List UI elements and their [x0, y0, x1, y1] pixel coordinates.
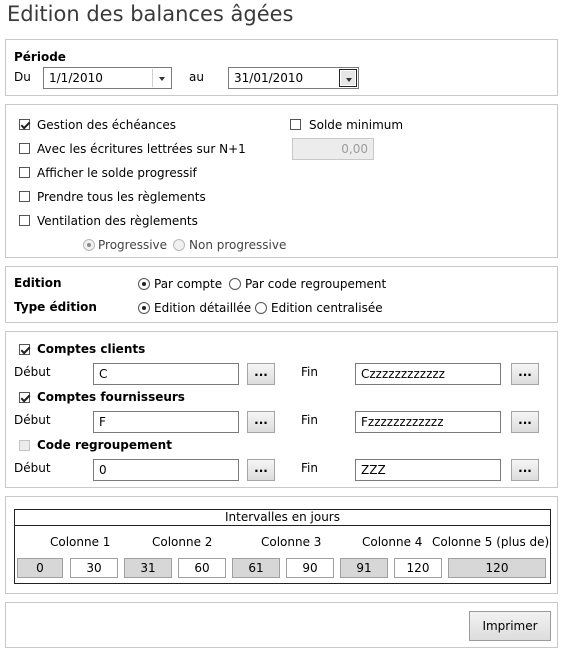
clients-debut-browse-button[interactable]: ... — [247, 363, 275, 385]
fournisseurs-debut-input[interactable]: F — [93, 411, 239, 433]
clients-debut-label: Début — [14, 365, 51, 379]
fournisseurs-fin-input[interactable]: Fzzzzzzzzzzzz — [355, 411, 501, 433]
ventilation-reglements-label: Ventilation des règlements — [37, 214, 198, 228]
tous-reglements-label: Prendre tous les règlements — [37, 190, 206, 204]
tous-reglements-checkbox[interactable] — [19, 191, 30, 202]
gestion-echeances-label: Gestion des échéances — [37, 118, 176, 132]
regroupement-debut-browse-button[interactable]: ... — [247, 459, 275, 481]
ecritures-lettrees-checkbox[interactable] — [19, 143, 30, 154]
date-fin-dropdown-icon[interactable] — [339, 69, 357, 87]
colonne-1-from: 0 — [17, 558, 63, 578]
date-debut-value: 1/1/2010 — [49, 71, 103, 85]
regroupement-debut-input[interactable]: 0 — [93, 459, 239, 481]
ventilation-reglements-checkbox[interactable] — [19, 215, 30, 226]
solde-minimum-input[interactable]: 0,00 — [292, 138, 374, 160]
type-edition-label: Type édition — [14, 300, 97, 314]
fournisseurs-fin-label: Fin — [301, 413, 318, 427]
du-label: Du — [14, 70, 31, 84]
non-progressive-radio[interactable] — [173, 239, 185, 251]
colonne-5-from: 120 — [448, 558, 546, 578]
fournisseurs-debut-browse-button[interactable]: ... — [247, 411, 275, 433]
regroupement-fin-browse-button[interactable]: ... — [511, 459, 539, 481]
colonne-2-from: 31 — [124, 558, 172, 578]
solde-minimum-label: Solde minimum — [309, 118, 404, 132]
ecritures-lettrees-label: Avec les écritures lettrées sur N+1 — [37, 142, 246, 156]
solde-minimum-checkbox[interactable] — [290, 119, 301, 130]
options-panel — [5, 104, 558, 258]
regroupement-debut-label: Début — [14, 461, 51, 475]
par-compte-label: Par compte — [154, 277, 223, 291]
page-title: Edition des balances âgées — [7, 2, 294, 26]
par-code-regroupement-label: Par code regroupement — [245, 277, 387, 291]
par-code-regroupement-radio[interactable] — [229, 278, 241, 290]
comptes-clients-checkbox[interactable] — [19, 344, 30, 355]
edition-panel — [5, 266, 558, 323]
edition-centralisee-radio[interactable] — [255, 302, 267, 314]
periode-panel — [5, 39, 558, 96]
clients-fin-input[interactable]: Czzzzzzzzzzzz — [355, 363, 501, 385]
footer-panel — [5, 602, 558, 648]
comptes-fournisseurs-label: Comptes fournisseurs — [37, 390, 185, 404]
progressive-label: Progressive — [98, 238, 168, 252]
edition-centralisee-label: Edition centralisée — [271, 301, 383, 315]
regroupement-fin-label: Fin — [301, 461, 318, 475]
date-fin-value: 31/01/2010 — [234, 71, 304, 85]
colonne-3-label: Colonne 3 — [261, 535, 322, 549]
colonne-2-to[interactable]: 60 — [178, 558, 226, 578]
non-progressive-label: Non progressive — [189, 238, 287, 252]
colonne-4-from: 91 — [340, 558, 388, 578]
clients-fin-browse-button[interactable]: ... — [511, 363, 539, 385]
comptes-clients-label: Comptes clients — [37, 342, 146, 356]
colonne-5-label: Colonne 5 (plus de) — [432, 535, 550, 549]
comptes-panel — [5, 331, 558, 488]
clients-fin-label: Fin — [301, 365, 318, 379]
solde-progressif-label: Afficher le solde progressif — [37, 166, 197, 180]
intervalles-panel — [5, 496, 558, 594]
colonne-4-label: Colonne 4 — [362, 535, 423, 549]
colonne-2-label: Colonne 2 — [152, 535, 213, 549]
edition-detaillee-label: Edition détaillée — [154, 301, 252, 315]
progressive-radio[interactable] — [83, 239, 95, 251]
date-debut-field[interactable] — [43, 67, 172, 89]
periode-heading: Période — [14, 50, 66, 64]
fournisseurs-debut-label: Début — [14, 413, 51, 427]
colonne-3-from: 61 — [232, 558, 280, 578]
colonne-4-to[interactable]: 120 — [394, 558, 442, 578]
code-regroupement-checkbox[interactable] — [19, 440, 30, 451]
print-button[interactable]: Imprimer — [469, 611, 551, 641]
intervalles-title: Intervalles en jours — [15, 510, 550, 526]
colonne-1-to[interactable]: 30 — [70, 558, 118, 578]
colonne-3-to[interactable]: 90 — [286, 558, 334, 578]
edition-label: Edition — [14, 276, 62, 290]
comptes-fournisseurs-checkbox[interactable] — [19, 392, 30, 403]
gestion-echeances-checkbox[interactable] — [19, 119, 30, 130]
solde-progressif-checkbox[interactable] — [19, 167, 30, 178]
code-regroupement-label: Code regroupement — [37, 438, 172, 452]
colonne-1-label: Colonne 1 — [50, 535, 111, 549]
regroupement-fin-input[interactable]: ZZZ — [355, 459, 501, 481]
edition-detaillee-radio[interactable] — [138, 302, 150, 314]
date-fin-field[interactable] — [228, 67, 359, 89]
fournisseurs-fin-browse-button[interactable]: ... — [511, 411, 539, 433]
par-compte-radio[interactable] — [138, 278, 150, 290]
au-label: au — [189, 70, 204, 84]
date-debut-dropdown-icon[interactable] — [152, 69, 170, 87]
clients-debut-input[interactable]: C — [93, 363, 239, 385]
intervalles-group — [14, 509, 551, 584]
